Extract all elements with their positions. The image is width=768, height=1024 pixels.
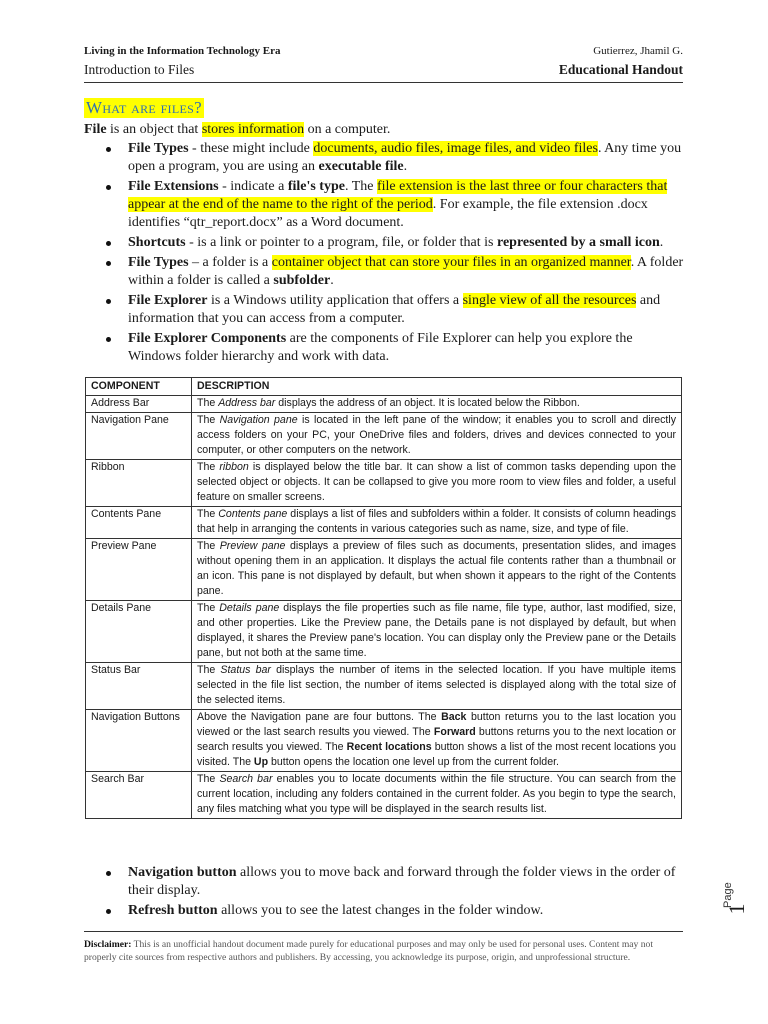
component-description-cell [192, 396, 682, 413]
item-bold: represented by a small icon [496, 235, 660, 250]
table-body [86, 396, 682, 819]
table-row [86, 710, 682, 772]
disclaimer [84, 938, 684, 964]
item-text: are the components of File Explorer can help you explore the Windows folder hierarchy and work with data. [128, 331, 633, 364]
table-row [86, 396, 682, 413]
bullet-icon [106, 337, 111, 342]
table-row [86, 601, 682, 663]
buttons-list [84, 864, 684, 922]
description-text: displays the file properties such as file name, file type, author, last modified, size, and other properties. Like the Preview pane, the Details pane is not displayed by default, but when displayed, it shares the Preview pane's location. You can display only the Preview pane or the Details pane, but not both at the same time. [197, 602, 676, 659]
table-row [86, 663, 682, 710]
component-name-cell: Address Bar [86, 396, 192, 413]
item-term: File Explorer Components [128, 331, 287, 346]
components-table [85, 377, 682, 819]
table-header-row [86, 378, 682, 396]
intro-paragraph [84, 121, 390, 139]
description-italic: Details pane [219, 602, 280, 614]
item-highlight: single view of all the resources [462, 293, 637, 308]
description-italic: Navigation pane [219, 414, 298, 426]
component-name-cell: Navigation Buttons [86, 710, 192, 772]
header-left [84, 44, 281, 80]
course-title: Living in the Information Technology Era [84, 45, 281, 57]
description-bold: Recent locations [346, 741, 432, 753]
item-text: – a folder is a [188, 255, 272, 270]
list-item [84, 254, 684, 290]
bullet-icon [106, 871, 111, 876]
description-italic: Address bar [218, 397, 276, 409]
description-text: is located in the left pane of the window; it enables you to scroll and directly access folders on your PC, your OneDrive files and folders, drives and devices connected to your computer, or other computers on the network. [197, 414, 677, 456]
list-item [84, 178, 684, 232]
description-italic: Preview pane [219, 540, 286, 552]
description-text: buttons returns you to the next location or search results you viewed. The [197, 726, 676, 753]
table-row [86, 413, 682, 460]
description-italic: Status bar [220, 664, 271, 676]
item-text: . [330, 273, 334, 288]
component-description-cell [192, 663, 682, 710]
list-item [84, 292, 684, 328]
footer-divider [84, 931, 683, 932]
item-text: - is a link or pointer to a program, file, or folder that is [185, 235, 497, 250]
component-description-cell [192, 413, 682, 460]
table-row [86, 772, 682, 819]
item-text: is a Windows utility application that offers a [207, 293, 463, 308]
description-text: The [197, 461, 220, 473]
description-text: Above the Navigation pane are four buttons. The [197, 711, 442, 723]
item-text: - these might include [188, 141, 314, 156]
item-highlight: documents, audio files, image files, and video files [313, 141, 598, 156]
bullet-icon [106, 261, 111, 266]
description-text: button returns you to the last location you viewed or the last search results you viewed. The [197, 711, 676, 738]
definitions-list [84, 140, 684, 368]
description-italic: ribbon [219, 461, 249, 473]
item-text: . The [344, 179, 377, 194]
column-header-description: DESCRIPTION [192, 378, 682, 396]
table-row [86, 539, 682, 601]
page-label: Page [722, 882, 734, 908]
component-name-cell: Contents Pane [86, 507, 192, 539]
description-bold: Up [253, 756, 269, 768]
bullet-icon [106, 241, 111, 246]
description-text: button opens the location one level up from the current folder. [268, 756, 559, 768]
section-heading: What are files? [86, 98, 202, 117]
author-name: Gutierrez, Jhamil G. [593, 45, 683, 57]
item-bold: file's type [287, 179, 345, 194]
list-item [84, 864, 684, 900]
bullet-icon [106, 909, 111, 914]
description-text: The [197, 540, 220, 552]
description-text: The [197, 397, 219, 409]
component-name-cell: Navigation Pane [86, 413, 192, 460]
description-text: is displayed below the title bar. It can show a list of common tasks depending upon the selected object or objects. It can be collapsed to give you more room to view files and folder, a useful feature on smaller screens. [197, 461, 676, 503]
item-bold: executable file [318, 159, 404, 174]
document-type: Educational Handout [558, 62, 683, 77]
description-bold: Back [441, 711, 467, 723]
description-text: The [197, 664, 221, 676]
component-name-cell: Status Bar [86, 663, 192, 710]
item-highlight: container object that can store your files in an organized manner [271, 255, 631, 270]
description-text: The [197, 773, 220, 785]
list-item [84, 330, 684, 366]
description-text: The [197, 414, 220, 426]
disclaimer-label: Disclaimer: [84, 939, 132, 950]
description-text: The [197, 508, 219, 520]
item-term: File Types [128, 141, 189, 156]
description-text: The [197, 602, 220, 614]
header-right [559, 44, 683, 80]
disclaimer-text: This is an unofficial handout document made purely for educational purposes and may only be used for personal uses. Content may not properly cite sources from respective authors and publishers. By accessing, you acknowledge its purpose, origin, and unprofessional structure. [84, 939, 654, 963]
item-text: . [403, 159, 408, 174]
component-description-cell [192, 539, 682, 601]
list-item [84, 902, 684, 920]
intro-text-2: on a computer. [304, 122, 391, 137]
component-description-cell [192, 601, 682, 663]
item-bold: subfolder [273, 273, 331, 288]
description-text: displays a preview of files such as documents, presentation slides, and images without opening them in an application. It displays the actual file contents rather than a thumbnail or an icon. This pane is not displayed by default, but when shown it appears to the right of the Contents pane. [197, 540, 676, 597]
component-description-cell [192, 710, 682, 772]
item-text: allows you to move back and forward through the folder views in the order of their display. [128, 865, 676, 898]
page-number: 1 [724, 903, 749, 915]
bullet-icon [106, 185, 111, 190]
component-name-cell: Ribbon [86, 460, 192, 507]
component-name-cell: Search Bar [86, 772, 192, 819]
item-text: . A folder within a folder is called a [128, 255, 684, 288]
item-term: Navigation button [128, 865, 237, 880]
topic-title: Introduction to Files [84, 62, 195, 77]
item-text: - indicate a [218, 179, 288, 194]
component-description-cell [192, 772, 682, 819]
description-text: button shows a list of the most recent locations you visited. The [197, 741, 676, 768]
column-header-component: COMPONENT [86, 378, 192, 396]
item-text: . Any time you open a program, you are using an [128, 141, 682, 174]
list-item [84, 234, 684, 252]
item-term: Shortcuts [128, 235, 186, 250]
item-term: File Types [128, 255, 189, 270]
item-term: File Explorer [128, 293, 208, 308]
item-term: File Extensions [128, 179, 219, 194]
item-text: . For example, the file extension .docx identifies “qtr_report.docx” as a Word document. [128, 197, 648, 230]
description-text: displays the number of items in the selected location. If you have multiple items selected in the file list section, the number of items selected is displayed along with the total size of the selected items. [197, 664, 676, 706]
component-name-cell: Details Pane [86, 601, 192, 663]
item-text: allows you to see the latest changes in the folder window. [217, 903, 544, 918]
component-name-cell: Preview Pane [86, 539, 192, 601]
description-italic: Search bar [219, 773, 273, 785]
intro-text-1: is an object that [106, 122, 202, 137]
intro-highlight: stores information [201, 122, 305, 137]
item-text: and information that you can access from a computer. [128, 293, 661, 326]
list-item [84, 140, 684, 176]
page-number-mark [718, 882, 758, 944]
item-highlight: file extension is the last three or four characters that appear at the end of the name to the right of the period [128, 179, 668, 212]
component-description-cell [192, 460, 682, 507]
table-row [86, 460, 682, 507]
description-italic: Contents pane [218, 508, 288, 520]
bullet-icon [106, 147, 111, 152]
header-divider [84, 82, 683, 83]
bullet-icon [106, 299, 111, 304]
item-term: Refresh button [128, 903, 218, 918]
description-text: displays the address of an object. It is located below the Ribbon. [275, 397, 580, 409]
description-bold: Forward [433, 726, 476, 738]
description-text: displays a list of files and subfolders within a folder. It consists of column headings that help in arranging the contents in various categories such as name, size, and type of file. [197, 508, 676, 535]
table-row [86, 507, 682, 539]
intro-term: File [84, 122, 107, 137]
component-description-cell [192, 507, 682, 539]
item-text: . [659, 235, 664, 250]
description-text: enables you to locate documents within the file structure. You can search from the current location, including any folders contained in the current folder. As you begin to type the search, any files matching what you type will be displayed in the search results list. [197, 773, 677, 815]
